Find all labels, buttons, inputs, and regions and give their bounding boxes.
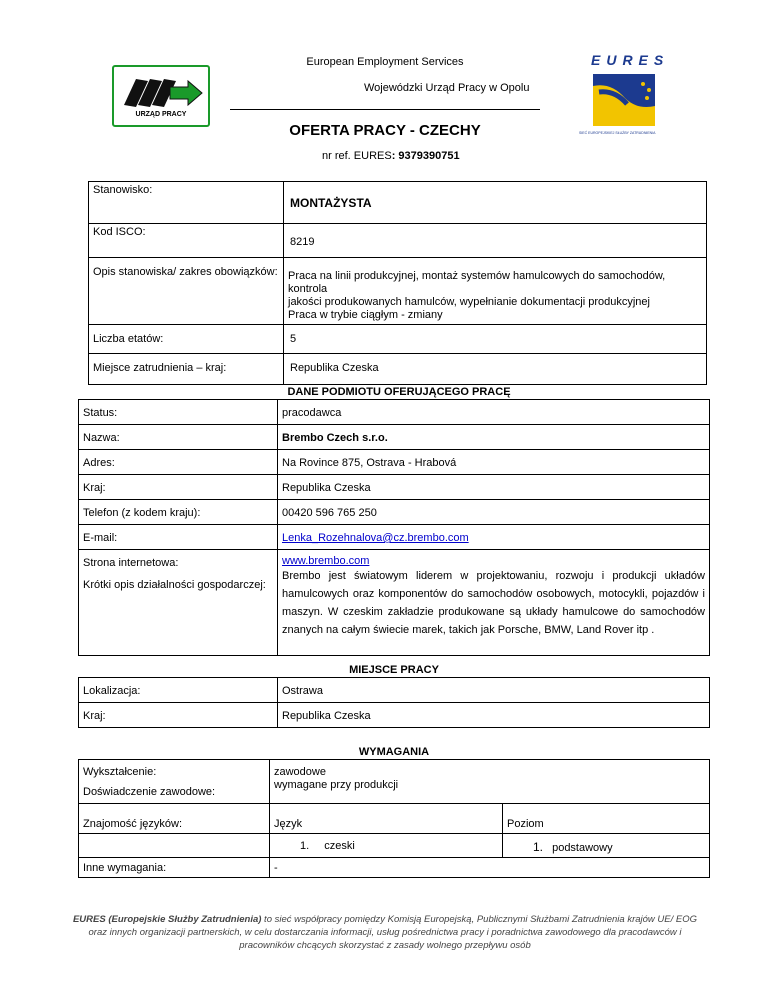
- www-label: Strona internetowa:: [83, 557, 179, 569]
- jezyk-number: 1.: [300, 840, 310, 852]
- urzad-pracy-logo-icon: [114, 67, 208, 111]
- opis-line-2: jakości produkowanych hamulców, wypełnianie dokumentacji produkcyjnej: [288, 296, 650, 308]
- wyk-dosw-values: [270, 760, 710, 804]
- eures-ref-number: : 9379390751: [391, 150, 460, 162]
- employer-values-cell: [278, 550, 710, 656]
- email-label: E-mail:: [79, 525, 278, 550]
- telefon-label: Telefon (z kodem kraju):: [79, 500, 278, 525]
- miejsce-value: Republika Czeska: [284, 354, 707, 385]
- stanowisko-value: MONTAŻYSTA: [284, 182, 707, 224]
- footer-line-2: oraz innych organizacji partnerskich, w celu dostarczania informacji, usług pośrednictwa pracy i poradnictwa zawodowego dla pracodawców i: [88, 927, 682, 938]
- eures-ref: [322, 150, 460, 162]
- inne-label: Inne wymagania:: [79, 858, 270, 878]
- place-heading: MIEJSCE PRACY: [349, 664, 439, 676]
- eures-logo-subtext: SIEĆ EUROPEJSKIEJ SŁUŻBY ZATRUDNIENIA: [579, 131, 656, 135]
- lokalizacja-value: Ostrawa: [278, 678, 710, 703]
- requirements-heading: WYMAGANIA: [358, 746, 430, 758]
- urzad-pracy-logo-text: URZĄD PRACY: [135, 111, 187, 118]
- jezyk-col-header: Język: [270, 804, 503, 834]
- opis-label: Opis stanowiska/ zakres obowiązków:: [89, 258, 284, 325]
- employer-heading: DANE PODMIOTU OFERUJĄCEGO PRACĘ: [287, 386, 511, 398]
- place-table: [78, 677, 710, 728]
- jezyk-name: czeski: [324, 840, 355, 852]
- www-cell: [278, 550, 709, 567]
- stanowisko-label: Stanowisko:: [89, 182, 284, 224]
- opis-dzialalnosci-value: Brembo jest światowym liderem w projektowaniu, rozwoju i produkcji układów hamulcowych oraz komponentów do samochodów osobowych, motocykli, pojazdów i maszyn. W czeskim zakładzie produkowane są układy hamulcowe do samochodów znanych na całym świecie marek, takich jak Porsche, BMW, Land Rover itp .: [282, 570, 705, 636]
- poziom-number: 1.: [533, 840, 544, 854]
- wyksztalcenie-label: Wykształcenie:: [83, 766, 157, 778]
- opis-line-1: Praca na linii produkcyjnej, montaż systemów hamulcowych do samochodów, kontrola: [288, 270, 666, 295]
- org-name: European Employment Services: [306, 56, 464, 68]
- lokalizacja-label: Lokalizacja:: [79, 678, 278, 703]
- adres-label: Adres:: [79, 450, 278, 475]
- telefon-value: 00420 596 765 250: [278, 500, 710, 525]
- footer-line-1: [60, 913, 710, 926]
- poziom-col-header: Poziom: [503, 804, 710, 834]
- eures-ref-label: nr ref. EURES: [322, 150, 392, 162]
- eures-logo-icon: [585, 70, 665, 130]
- page-title: OFERTA PRACY - CZECHY: [289, 122, 481, 139]
- wyksztalcenie-value: zawodowe: [274, 766, 326, 778]
- email-link[interactable]: Lenka_Rozehnalova@cz.brembo.com: [282, 532, 469, 544]
- adres-value: Na Rovince 875, Ostrava - Hrabová: [278, 450, 710, 475]
- footer-note: [60, 913, 710, 952]
- employer-labels-cell: [79, 550, 278, 656]
- miejsce-label: Miejsce zatrudnienia – kraj:: [89, 354, 284, 385]
- employer-table: [78, 399, 710, 656]
- doswiadczenie-label: Doświadczenie zawodowe:: [83, 786, 216, 798]
- kraj-value: Republika Czeska: [278, 475, 710, 500]
- eures-logo-text: EURES: [591, 52, 670, 68]
- isco-label: Kod ISCO:: [89, 224, 284, 258]
- urzad-pracy-logo: [112, 65, 210, 127]
- opis-line-3: Praca w trybie ciągłym - zmiany: [288, 309, 443, 321]
- jezyki-label-cont: [79, 834, 270, 858]
- requirements-table: [78, 759, 710, 878]
- www-link[interactable]: www.brembo.com: [282, 555, 370, 567]
- footer-line-1-rest: to sieć współpracy pomiędzy Komisją Europejską, Publicznymi Służbami Zatrudnienia krajów UE/ EOG: [261, 914, 698, 925]
- email-cell: [278, 525, 710, 550]
- poziom-row-1: [503, 834, 710, 858]
- nazwa-label: Nazwa:: [79, 425, 278, 450]
- kraj-label: Kraj:: [79, 475, 278, 500]
- place-kraj-label: Kraj:: [79, 703, 278, 728]
- jezyki-label: Znajomość języków:: [79, 804, 270, 834]
- jezyk-row-1: [270, 834, 503, 858]
- eures-logo: [579, 52, 670, 142]
- status-value: pracodawca: [278, 400, 710, 425]
- place-kraj-value: Republika Czeska: [278, 703, 710, 728]
- office-name: Wojewódzki Urząd Pracy w Opolu: [364, 82, 530, 94]
- etaty-label: Liczba etatów:: [89, 325, 284, 354]
- poziom-name: podstawowy: [552, 842, 613, 854]
- status-label: Status:: [79, 400, 278, 425]
- job-table: [88, 181, 707, 385]
- header-rule: [230, 109, 540, 110]
- isco-value: 8219: [284, 224, 707, 258]
- opis-value: [284, 258, 707, 325]
- etaty-value: 5: [284, 325, 707, 354]
- wyk-dosw-labels: [79, 760, 270, 804]
- footer-eures-name: EURES (Europejskie Służby Zatrudnienia): [72, 914, 262, 925]
- inne-value: -: [270, 858, 710, 878]
- nazwa-value: Brembo Czech s.r.o.: [278, 425, 710, 450]
- opis-dzialalnosci-label: Krótki opis działalności gospodarczej:: [83, 579, 266, 591]
- footer-line-3: pracowników chcących skorzystać z zasady wolnego przepływu osób: [239, 940, 531, 951]
- doswiadczenie-value: wymagane przy produkcji: [274, 779, 399, 791]
